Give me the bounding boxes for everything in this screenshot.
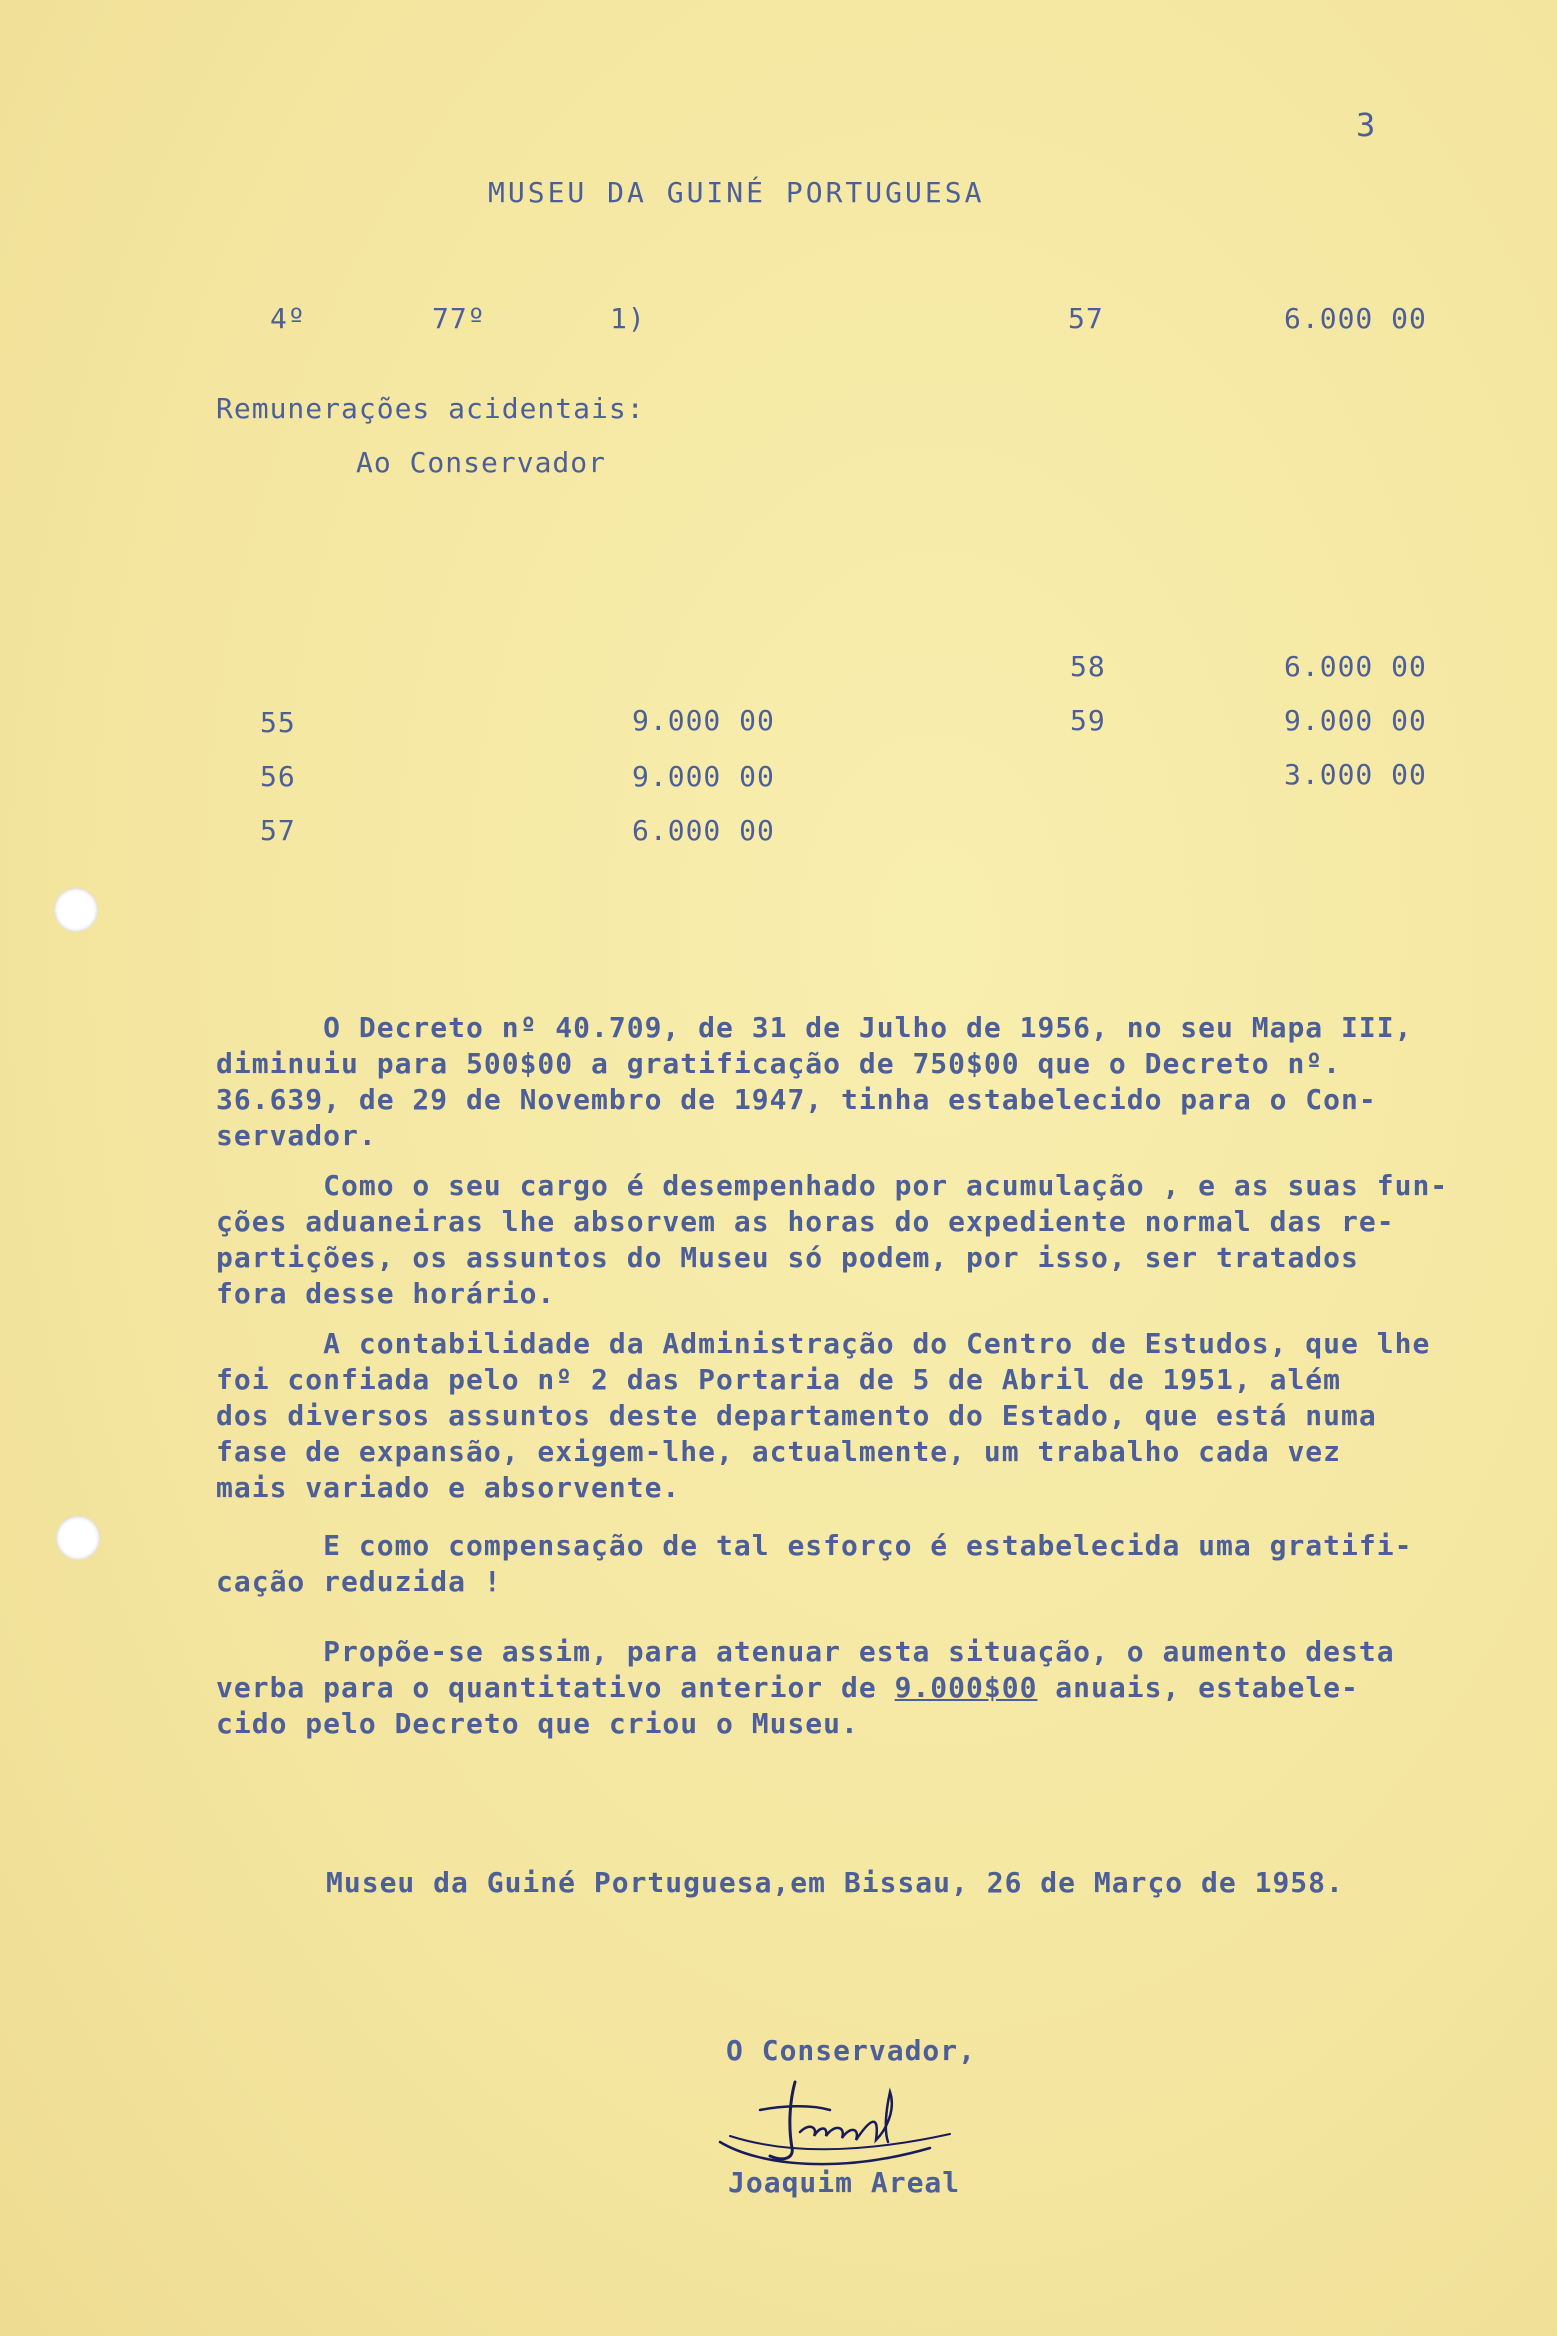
paragraph-1: O Decreto nº 40.709, de 31 de Julho de 1956, no seu Mapa III, diminuiu para 500$00 a gratificação de 750$00 que o Decreto nº. 36.639, de 29 de Novembro de 1947, tinha estabelecido para o Con- servador. — [216, 1011, 1413, 1152]
signature-role: O Conservador, — [726, 2034, 977, 2067]
paragraph-5-amount: 9.000$00 — [894, 1671, 1038, 1704]
section-title: Remunerações acidentais: — [216, 392, 645, 425]
left-year-2: 56 — [260, 760, 296, 793]
paragraph-5-before: Propõe-se assim, para atenuar esta situação, o aumento desta verba para o quantitativo anterior de — [216, 1635, 1395, 1704]
table-col-1: 4º — [270, 302, 306, 335]
right-year-1: 58 — [1070, 650, 1106, 683]
page-number: 3 — [1356, 106, 1377, 144]
paragraph-3: A contabilidade da Administração do Centro de Estudos, que lhe foi confiada pelo nº 2 das Portaria de 5 de Abril de 1951, além dos diversos assuntos deste departamento do Estado, que está numa fase de expansão, exigem-lhe, actualmente, um trabalho cada vez mais variado e absorvente. — [216, 1327, 1431, 1504]
institution-header: MUSEU DA GUINÉ PORTUGUESA — [488, 176, 985, 209]
left-year-1: 55 — [260, 706, 296, 739]
paragraph-5-after: anuais, estabele- cido pelo Decreto que criou o Museu. — [216, 1671, 1359, 1740]
punch-hole-top — [54, 888, 98, 932]
table-col-5: 6.000 00 — [1284, 302, 1427, 335]
right-amount-1: 6.000 00 — [1284, 650, 1427, 683]
left-amount-1: 9.000 00 — [632, 704, 775, 737]
signature-name: Joaquim Areal — [728, 2166, 961, 2199]
place-date: Museu da Guiné Portuguesa,em Bissau, 26 de Março de 1958. — [326, 1866, 1344, 1899]
handwritten-signature — [700, 2070, 1000, 2180]
left-amount-3: 6.000 00 — [632, 814, 775, 847]
paragraph-2: Como o seu cargo é desempenhado por acumulação , e as suas fun- ções aduaneiras lhe absorvem as horas do expediente normal das re- partições, os assuntos do Museu só podem, por isso, ser tratados fora desse horário. — [216, 1169, 1449, 1310]
table-col-3: 1) — [610, 302, 646, 335]
right-amount-2: 9.000 00 — [1284, 704, 1427, 737]
right-amount-3: 3.000 00 — [1284, 758, 1427, 791]
paragraph-5 — [216, 1634, 1476, 1742]
section-subtitle: Ao Conservador — [356, 446, 607, 479]
table-col-4: 57 — [1068, 302, 1104, 335]
table-col-2: 77º — [432, 302, 486, 335]
right-year-2: 59 — [1070, 704, 1106, 737]
left-year-3: 57 — [260, 814, 296, 847]
punch-hole-bottom — [56, 1516, 100, 1560]
left-amount-2: 9.000 00 — [632, 760, 775, 793]
paragraph-4: E como compensação de tal esforço é estabelecida uma gratifi- cação reduzida ! — [216, 1529, 1413, 1598]
